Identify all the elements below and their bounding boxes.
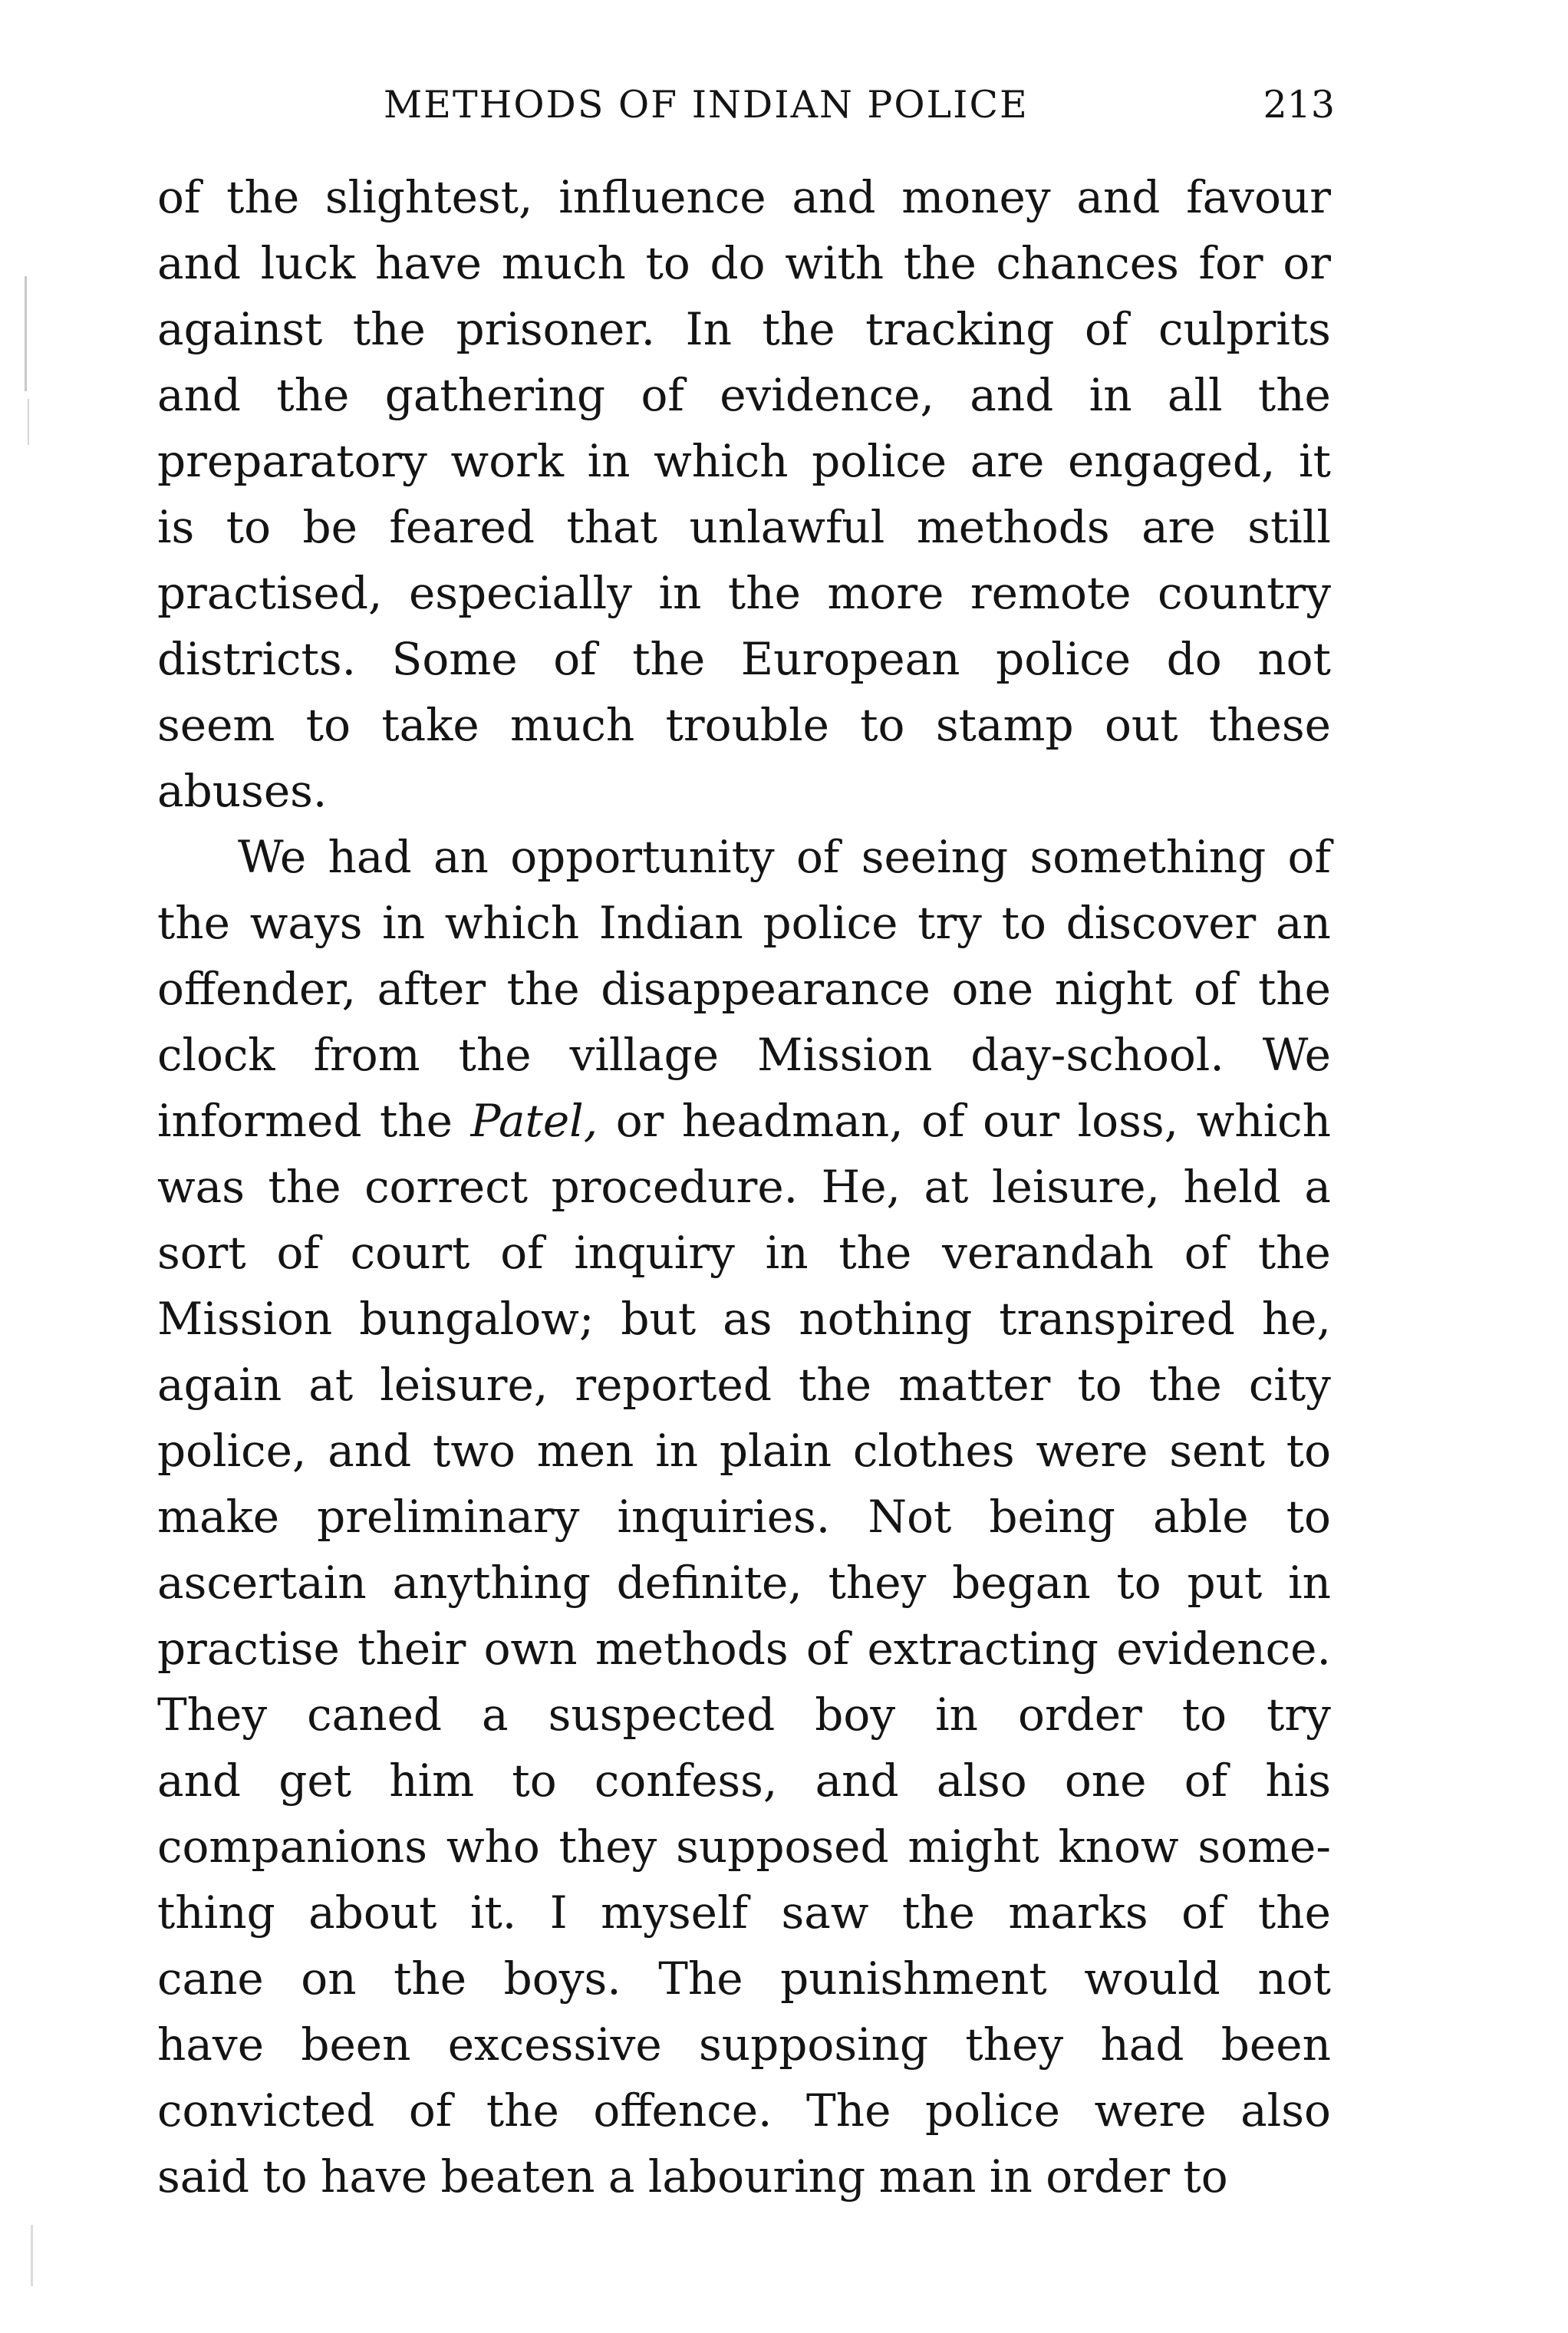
text-line: clock from the village Mission day-school. We [157, 1029, 1331, 1081]
text-line: have been excessive supposing they had been [157, 2018, 1331, 2071]
text-line: Mission bungalow; but as nothing transpired he, [157, 1293, 1331, 1345]
running-head [161, 83, 1335, 137]
running-title: METHODS OF INDIAN POLICE [384, 83, 1029, 127]
text-line: said to have beaten a labouring man in order to [157, 2150, 1228, 2203]
body-text [157, 164, 1331, 2209]
text-line: police, and two men in plain clothes were sent to [157, 1425, 1331, 1477]
text-line: offender, after the disappearance one night of the [157, 963, 1331, 1015]
text-line: of the slightest, influence and money and favour [157, 171, 1331, 223]
page-number: 213 [1263, 83, 1335, 127]
text-line: informed the Patel, or headman, of our loss, which [157, 1095, 1331, 1147]
text-line: ascertain anything definite, they began to put in [157, 1557, 1331, 1609]
scan-speck [31, 2225, 33, 2286]
text-line: preparatory work in which police are engaged, it [157, 435, 1331, 487]
scan-speck [28, 399, 29, 445]
text-line: seem to take much trouble to stamp out these [157, 699, 1331, 751]
text-line: They caned a suspected boy in order to try [157, 1689, 1331, 1741]
text-line: and get him to confess, and also one of his [157, 1755, 1331, 1807]
scan-speck [25, 276, 27, 391]
text-line: make preliminary inquiries. Not being able to [157, 1491, 1331, 1543]
text-line: sort of court of inquiry in the verandah of the [157, 1227, 1331, 1279]
text-line: thing about it. I myself saw the marks of the [157, 1887, 1331, 1939]
text-line: practise their own methods of extracting evidence. [157, 1623, 1331, 1675]
text-line: practised, especially in the more remote country [157, 567, 1331, 619]
text-line: was the correct procedure. He, at leisure, held a [157, 1161, 1331, 1213]
text-line: the ways in which Indian police try to discover an [157, 897, 1331, 949]
text-line: against the prisoner. In the tracking of culprits [157, 303, 1331, 355]
text-line: and the gathering of evidence, and in all the [157, 369, 1331, 421]
text-line: convicted of the offence. The police were also [157, 2084, 1331, 2137]
text-line: again at leisure, reported the matter to the city [157, 1359, 1331, 1411]
text-line: districts. Some of the European police do not [157, 633, 1331, 685]
text-line: abuses. [157, 765, 328, 817]
text-line: cane on the boys. The punishment would not [157, 1952, 1331, 2005]
text-line: is to be feared that unlawful methods are still [157, 501, 1331, 553]
text-line: and luck have much to do with the chances for or [157, 237, 1331, 289]
text-line: We had an opportunity of seeing something of [238, 831, 1331, 883]
text-line: companions who they supposed might know some- [157, 1821, 1331, 1873]
